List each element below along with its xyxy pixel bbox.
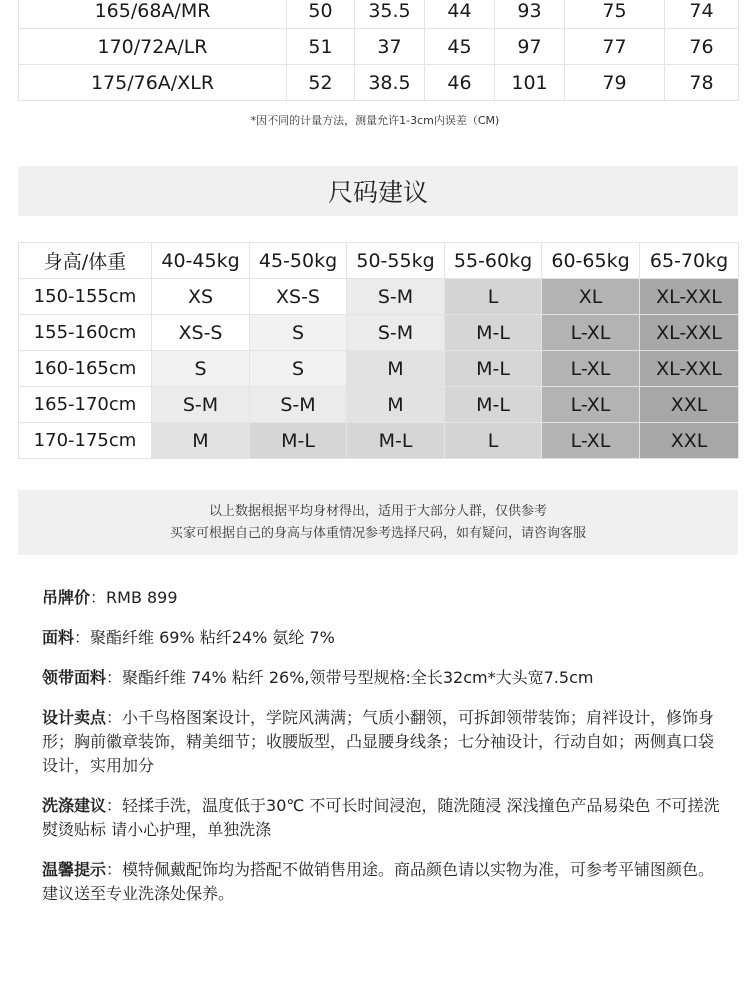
height-cell: 165-170cm bbox=[19, 387, 152, 423]
table-cell: 37 bbox=[355, 29, 425, 65]
table-row bbox=[19, 351, 739, 387]
table-row bbox=[19, 279, 739, 315]
size-advice-table bbox=[18, 242, 739, 459]
reference-note-line: 买家可根据自己的身高与体重情况参考选择尺码，如有疑问，请咨询客服 bbox=[169, 525, 586, 541]
height-cell: 160-165cm bbox=[19, 351, 152, 387]
size-cell: S-M bbox=[347, 315, 445, 351]
table-cell: 79 bbox=[565, 65, 665, 101]
care-info bbox=[42, 794, 722, 842]
height-cell: 155-160cm bbox=[19, 315, 152, 351]
info-value: ：模特佩戴配饰均为搭配不做销售用途。商品颜色请以实物为准，可参考平铺图颜色。建议送至专业洗涤处保养。 bbox=[42, 860, 715, 903]
table-cell: 75 bbox=[565, 0, 665, 29]
column-header-height-weight: 身高/体重 bbox=[19, 243, 152, 279]
info-label: 温馨提示 bbox=[42, 860, 107, 879]
info-value: ：聚酯纤维 69% 粘纤24% 氨纶 7% bbox=[74, 628, 335, 647]
table-row bbox=[19, 29, 739, 65]
size-cell: XXL bbox=[640, 423, 739, 459]
reference-note-line: 以上数据根据平均身材得出，适用于大部分人群，仅供参考 bbox=[208, 503, 547, 519]
column-header: 60-65kg bbox=[542, 243, 640, 279]
info-value: ：轻揉手洗，温度低于30℃ 不可长时间浸泡，随洗随浸 深浅撞色产品易染色 不可搓洗熨烫贴标 请小心护理，单独洗涤 bbox=[42, 796, 720, 839]
product-info bbox=[42, 586, 722, 922]
table-cell: 46 bbox=[425, 65, 495, 101]
column-header: 55-60kg bbox=[445, 243, 542, 279]
size-cell: L bbox=[445, 279, 542, 315]
info-label: 吊牌价 bbox=[42, 588, 91, 607]
size-cell: M-L bbox=[445, 315, 542, 351]
table-cell: 44 bbox=[425, 0, 495, 29]
notice-info bbox=[42, 858, 722, 906]
table-row bbox=[19, 65, 739, 101]
size-label-cell: 170/72A/LR bbox=[19, 29, 287, 65]
column-header: 50-55kg bbox=[347, 243, 445, 279]
size-cell: M-L bbox=[347, 423, 445, 459]
size-advice-heading: 尺码建议 bbox=[18, 166, 738, 216]
tie-fabric-info bbox=[42, 666, 722, 690]
size-cell: L-XL bbox=[542, 423, 640, 459]
size-cell: XL-XXL bbox=[640, 315, 739, 351]
table-cell: 101 bbox=[495, 65, 565, 101]
size-cell: S bbox=[250, 351, 347, 387]
size-cell: M-L bbox=[445, 387, 542, 423]
size-cell: M bbox=[347, 351, 445, 387]
table-cell: 76 bbox=[665, 29, 739, 65]
table-cell: 35.5 bbox=[355, 0, 425, 29]
table-row bbox=[19, 423, 739, 459]
column-header: 40-45kg bbox=[152, 243, 250, 279]
size-cell: S-M bbox=[250, 387, 347, 423]
table-cell: 77 bbox=[565, 29, 665, 65]
size-cell: L-XL bbox=[542, 387, 640, 423]
table-cell: 93 bbox=[495, 0, 565, 29]
size-cell: M bbox=[347, 387, 445, 423]
info-value: ：聚酯纤维 74% 粘纤 26%,领带号型规格:全长32cm*大头宽7.5cm bbox=[106, 668, 594, 687]
info-label: 领带面料 bbox=[42, 668, 107, 687]
info-value: ：小千鸟格图案设计，学院风满满；气质小翻领，可拆卸领带装饰；肩袢设计，修饰身形；胸前徽章装饰，精美细节；收腰版型，凸显腰身线条；七分袖设计，行动自如；两侧真口袋设计，实用加分 bbox=[42, 708, 715, 775]
fabric-info bbox=[42, 626, 722, 650]
table-row bbox=[19, 0, 739, 29]
info-label: 面料 bbox=[42, 628, 75, 647]
height-cell: 150-155cm bbox=[19, 279, 152, 315]
size-cell: M-L bbox=[445, 351, 542, 387]
table-cell: 50 bbox=[287, 0, 355, 29]
table-cell: 51 bbox=[287, 29, 355, 65]
info-label: 洗涤建议 bbox=[42, 796, 107, 815]
size-cell: XL-XXL bbox=[640, 351, 739, 387]
price-info bbox=[42, 586, 722, 610]
info-label: 设计卖点 bbox=[42, 708, 107, 727]
reference-note-box bbox=[18, 490, 738, 555]
measurement-note: *因不同的计量方法，测量允许1-3cm内误差（CM) bbox=[250, 114, 500, 127]
design-info bbox=[42, 706, 722, 778]
size-cell: M-L bbox=[250, 423, 347, 459]
measurement-table bbox=[18, 0, 739, 101]
table-cell: 38.5 bbox=[355, 65, 425, 101]
size-cell: L bbox=[445, 423, 542, 459]
table-cell: 74 bbox=[665, 0, 739, 29]
column-header: 65-70kg bbox=[640, 243, 739, 279]
table-cell: 78 bbox=[665, 65, 739, 101]
size-cell: S-M bbox=[347, 279, 445, 315]
column-header: 45-50kg bbox=[250, 243, 347, 279]
header-row bbox=[19, 243, 739, 279]
size-cell: XS-S bbox=[250, 279, 347, 315]
height-cell: 170-175cm bbox=[19, 423, 152, 459]
table-cell: 97 bbox=[495, 29, 565, 65]
size-cell: S-M bbox=[152, 387, 250, 423]
table-cell: 45 bbox=[425, 29, 495, 65]
size-label-cell: 175/76A/XLR bbox=[19, 65, 287, 101]
size-cell: XS bbox=[152, 279, 250, 315]
size-cell: XL bbox=[542, 279, 640, 315]
size-cell: S bbox=[250, 315, 347, 351]
table-row bbox=[19, 315, 739, 351]
size-cell: L-XL bbox=[542, 315, 640, 351]
info-value: ：RMB 899 bbox=[90, 588, 178, 607]
size-cell: XXL bbox=[640, 387, 739, 423]
size-cell: XS-S bbox=[152, 315, 250, 351]
size-cell: L-XL bbox=[542, 351, 640, 387]
size-cell: S bbox=[152, 351, 250, 387]
table-row bbox=[19, 387, 739, 423]
size-cell: M bbox=[152, 423, 250, 459]
size-label-cell: 165/68A/MR bbox=[19, 0, 287, 29]
size-cell: XL-XXL bbox=[640, 279, 739, 315]
table-cell: 52 bbox=[287, 65, 355, 101]
